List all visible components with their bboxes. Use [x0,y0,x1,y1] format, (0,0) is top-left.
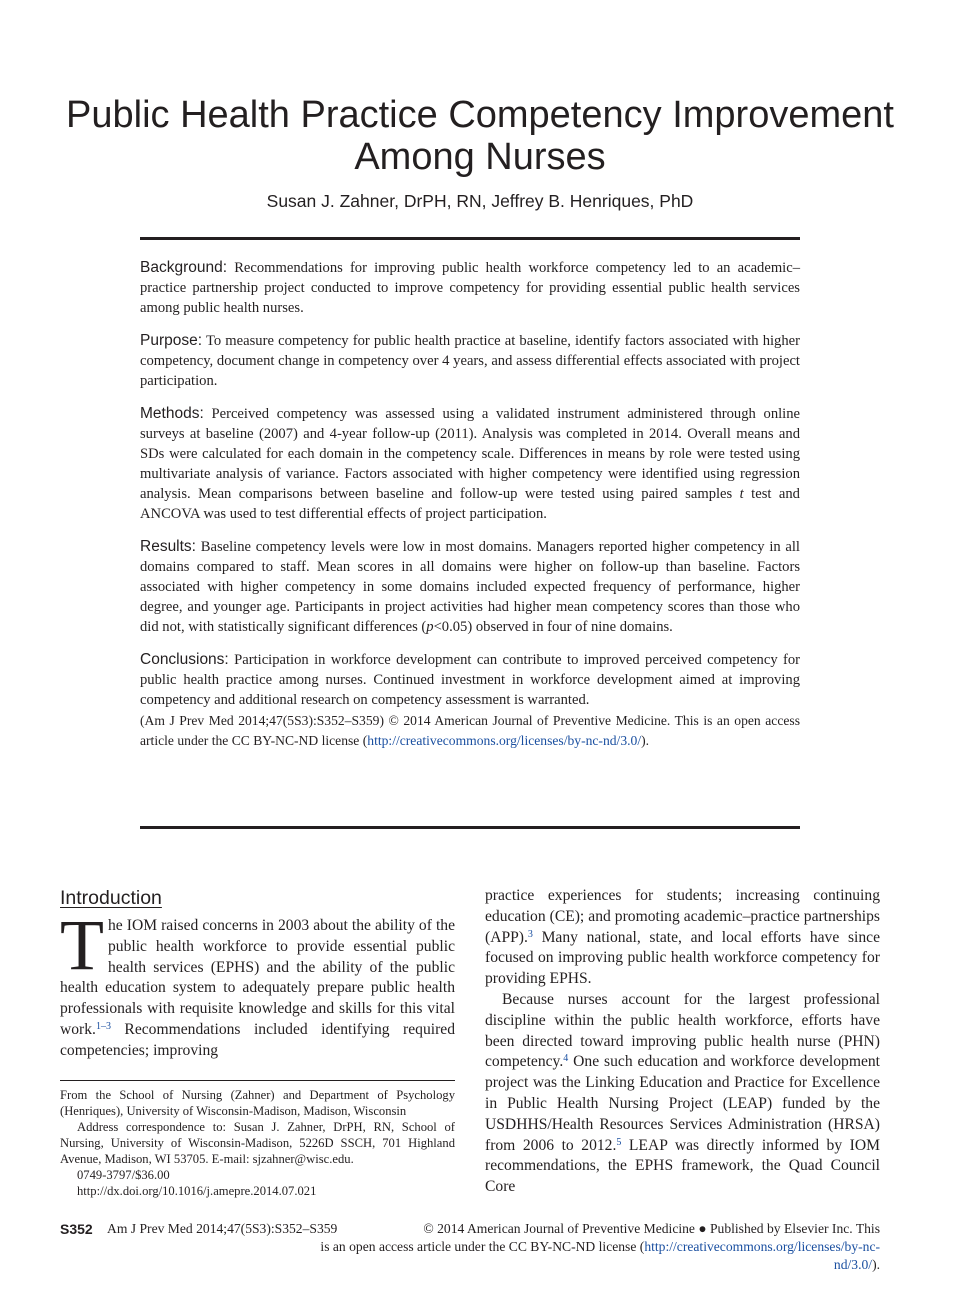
section-heading-introduction: Introduction [60,887,162,909]
footer-copyright-line-1: © 2014 American Journal of Preventive Medicine ● Published by Elsevier Inc. This [423,1221,880,1236]
abstract-citation [140,711,800,751]
p-value-symbol: p [426,619,434,635]
abstract-conclusions-label: Conclusions: [140,651,229,668]
license-link[interactable]: http://creativecommons.org/licenses/by-nc-nd/3.0/ [367,733,642,748]
right-paragraph-1-text: practice experiences for students; increasing continuing education (CE); and promoting academic–practice partnerships (APP). [485,887,880,946]
footer-copyright-line-2: is an open access article under the CC BY-NC-ND license ( [320,1239,645,1254]
abstract-purpose [140,331,800,391]
article-title [40,94,920,178]
affiliation-note: From the School of Nursing (Zahner) and Department of Psychology (Henriques), University of Wisconsin-Madison, Madison, Wisconsin [60,1088,455,1118]
right-paragraph-2-text: Because nurses account for the largest professional discipline within the public health workforce, efforts have been directed toward improving public health nurse (PHN) competency. [485,990,880,1071]
footnotes [60,1087,455,1199]
left-column [60,886,455,1062]
abstract-methods [140,404,800,524]
footnote-rule [60,1080,455,1081]
reference-link[interactable]: 5 [616,1136,622,1148]
issn-note: 0749-3797/$36.00 [77,1168,170,1182]
doi-link[interactable]: http://dx.doi.org/10.1016/j.amepre.2014.07.021 [77,1184,317,1198]
citation-text: (Am J Prev Med 2014;47(5S3):S352–S359) © 2014 American Journal of Preventive Medicine. This is an open access article under the CC BY-NC-ND license ( [140,713,800,748]
abstract-conclusions-text: Participation in workforce development can contribute to improved perceived competency for public health practice among nurses. Continued investment in workforce development aimed at improving competency and additional research on competency assessment is warranted. [140,652,800,708]
author-list: Susan J. Zahner, DrPH, RN, Jeffrey B. Henriques, PhD [266,191,694,211]
t-test-symbol: t [739,486,744,502]
footer-journal-citation: Am J Prev Med 2014;47(5S3):S352–S359 [107,1221,338,1236]
abstract-background-text: Recommendations for improving public health workforce competency led to an academic–practice partnership project conducted to improve competency for providing essential public health services among public health nurses. [140,260,800,316]
abstract-results-label: Results: [140,538,196,555]
abstract [140,258,800,751]
page-number: S352 [60,1221,93,1237]
intro-text: he IOM raised concerns in 2003 about the ability of the public health workforce to provide essential public health services (EPHS) and the ability of the public health education system to adequately prepare public health professionals with requisite knowledge and skills for this vital work. [60,917,455,1038]
abstract-background [140,258,800,318]
abstract-results-text: Baseline competency levels were low in most domains. Managers reported higher competency in all domains compared to staff. Mean scores in all domains were higher on follow-up than baseline. Factors associated with higher competency in some domains included expected frequency of performance, higher degree, and younger age. Participants in project activities had higher mean competency scores than those who did not, with statistically significant differences ( [140,539,800,635]
abstract-results [140,537,800,637]
right-paragraph-1-text-end: Many national, state, and local efforts have since focused on improving public health workforce competency for providing EPHS. [485,928,880,988]
correspondence-note: Address correspondence to: Susan J. Zahner, DrPH, RN, School of Nursing, University of Wisconsin-Madison, 5226D SSCH, 701 Highland Avenue, Madison, WI 53705. E-mail: sjzahner@wisc.edu. [60,1120,455,1166]
footer-copyright-end: ). [872,1257,880,1272]
abstract-results-text-end: <0.05) observed in four of nine domains. [433,619,673,635]
right-column [485,886,880,1198]
intro-text-end: Recommendations included identifying required competencies; improving [60,1020,455,1059]
reference-link[interactable]: 1–3 [95,1020,111,1032]
reference-link[interactable]: 3 [527,928,533,940]
footer-copyright [286,1220,880,1274]
abstract-background-label: Background: [140,259,228,276]
abstract-methods-text-end: test and ANCOVA was used to test differential effects of project participation. [140,486,800,522]
title-line-2: Among Nurses [354,136,606,178]
footer-license-link[interactable]: http://creativecommons.org/licenses/by-nc-nd/3.0/ [644,1239,880,1272]
intro-paragraph [60,905,455,1062]
reference-link[interactable]: 4 [563,1053,569,1065]
right-paragraph-2-text-end: LEAP was directly informed by IOM recommendations, the EPHS framework, the Quad Council Core [485,1136,880,1196]
abstract-purpose-text: To measure competency for public health practice at baseline, identify factors associated with higher competency, document change in competency over 4 years, and assess differential effects associated with project participation. [140,333,800,389]
right-paragraph-2-text-mid: One such education and workforce development project was the Linking Education and Practice for Excellence in Public Health Nursing Project (LEAP) funded by the USDHHS/Health Resources Services Administration (HRSA) from 2006 to 2012. [485,1053,880,1154]
abstract-methods-label: Methods: [140,405,204,422]
abstract-purpose-label: Purpose: [140,332,203,349]
abstract-conclusions [140,650,800,710]
right-paragraph-2 [485,990,880,1198]
drop-cap: T [60,905,104,985]
right-paragraph-1 [485,886,880,990]
abstract-top-rule [140,237,800,240]
title-line-1: Public Health Practice Competency Improvement [66,94,894,136]
abstract-bottom-rule [140,826,800,829]
citation-text-end: ). [641,733,650,748]
abstract-methods-text: Perceived competency was assessed using a validated instrument administered through online surveys at baseline (2007) and 4-year follow-up (2011). Analysis was completed in 2014. Overall means and SDs were calculated for each domain in the competency scale. Differences in means by role were tested using multivariate analysis of variance. Factors associated with higher competency were identified using regression analysis. Mean comparisons between baseline and follow-up were tested using paired samples [140,406,800,502]
